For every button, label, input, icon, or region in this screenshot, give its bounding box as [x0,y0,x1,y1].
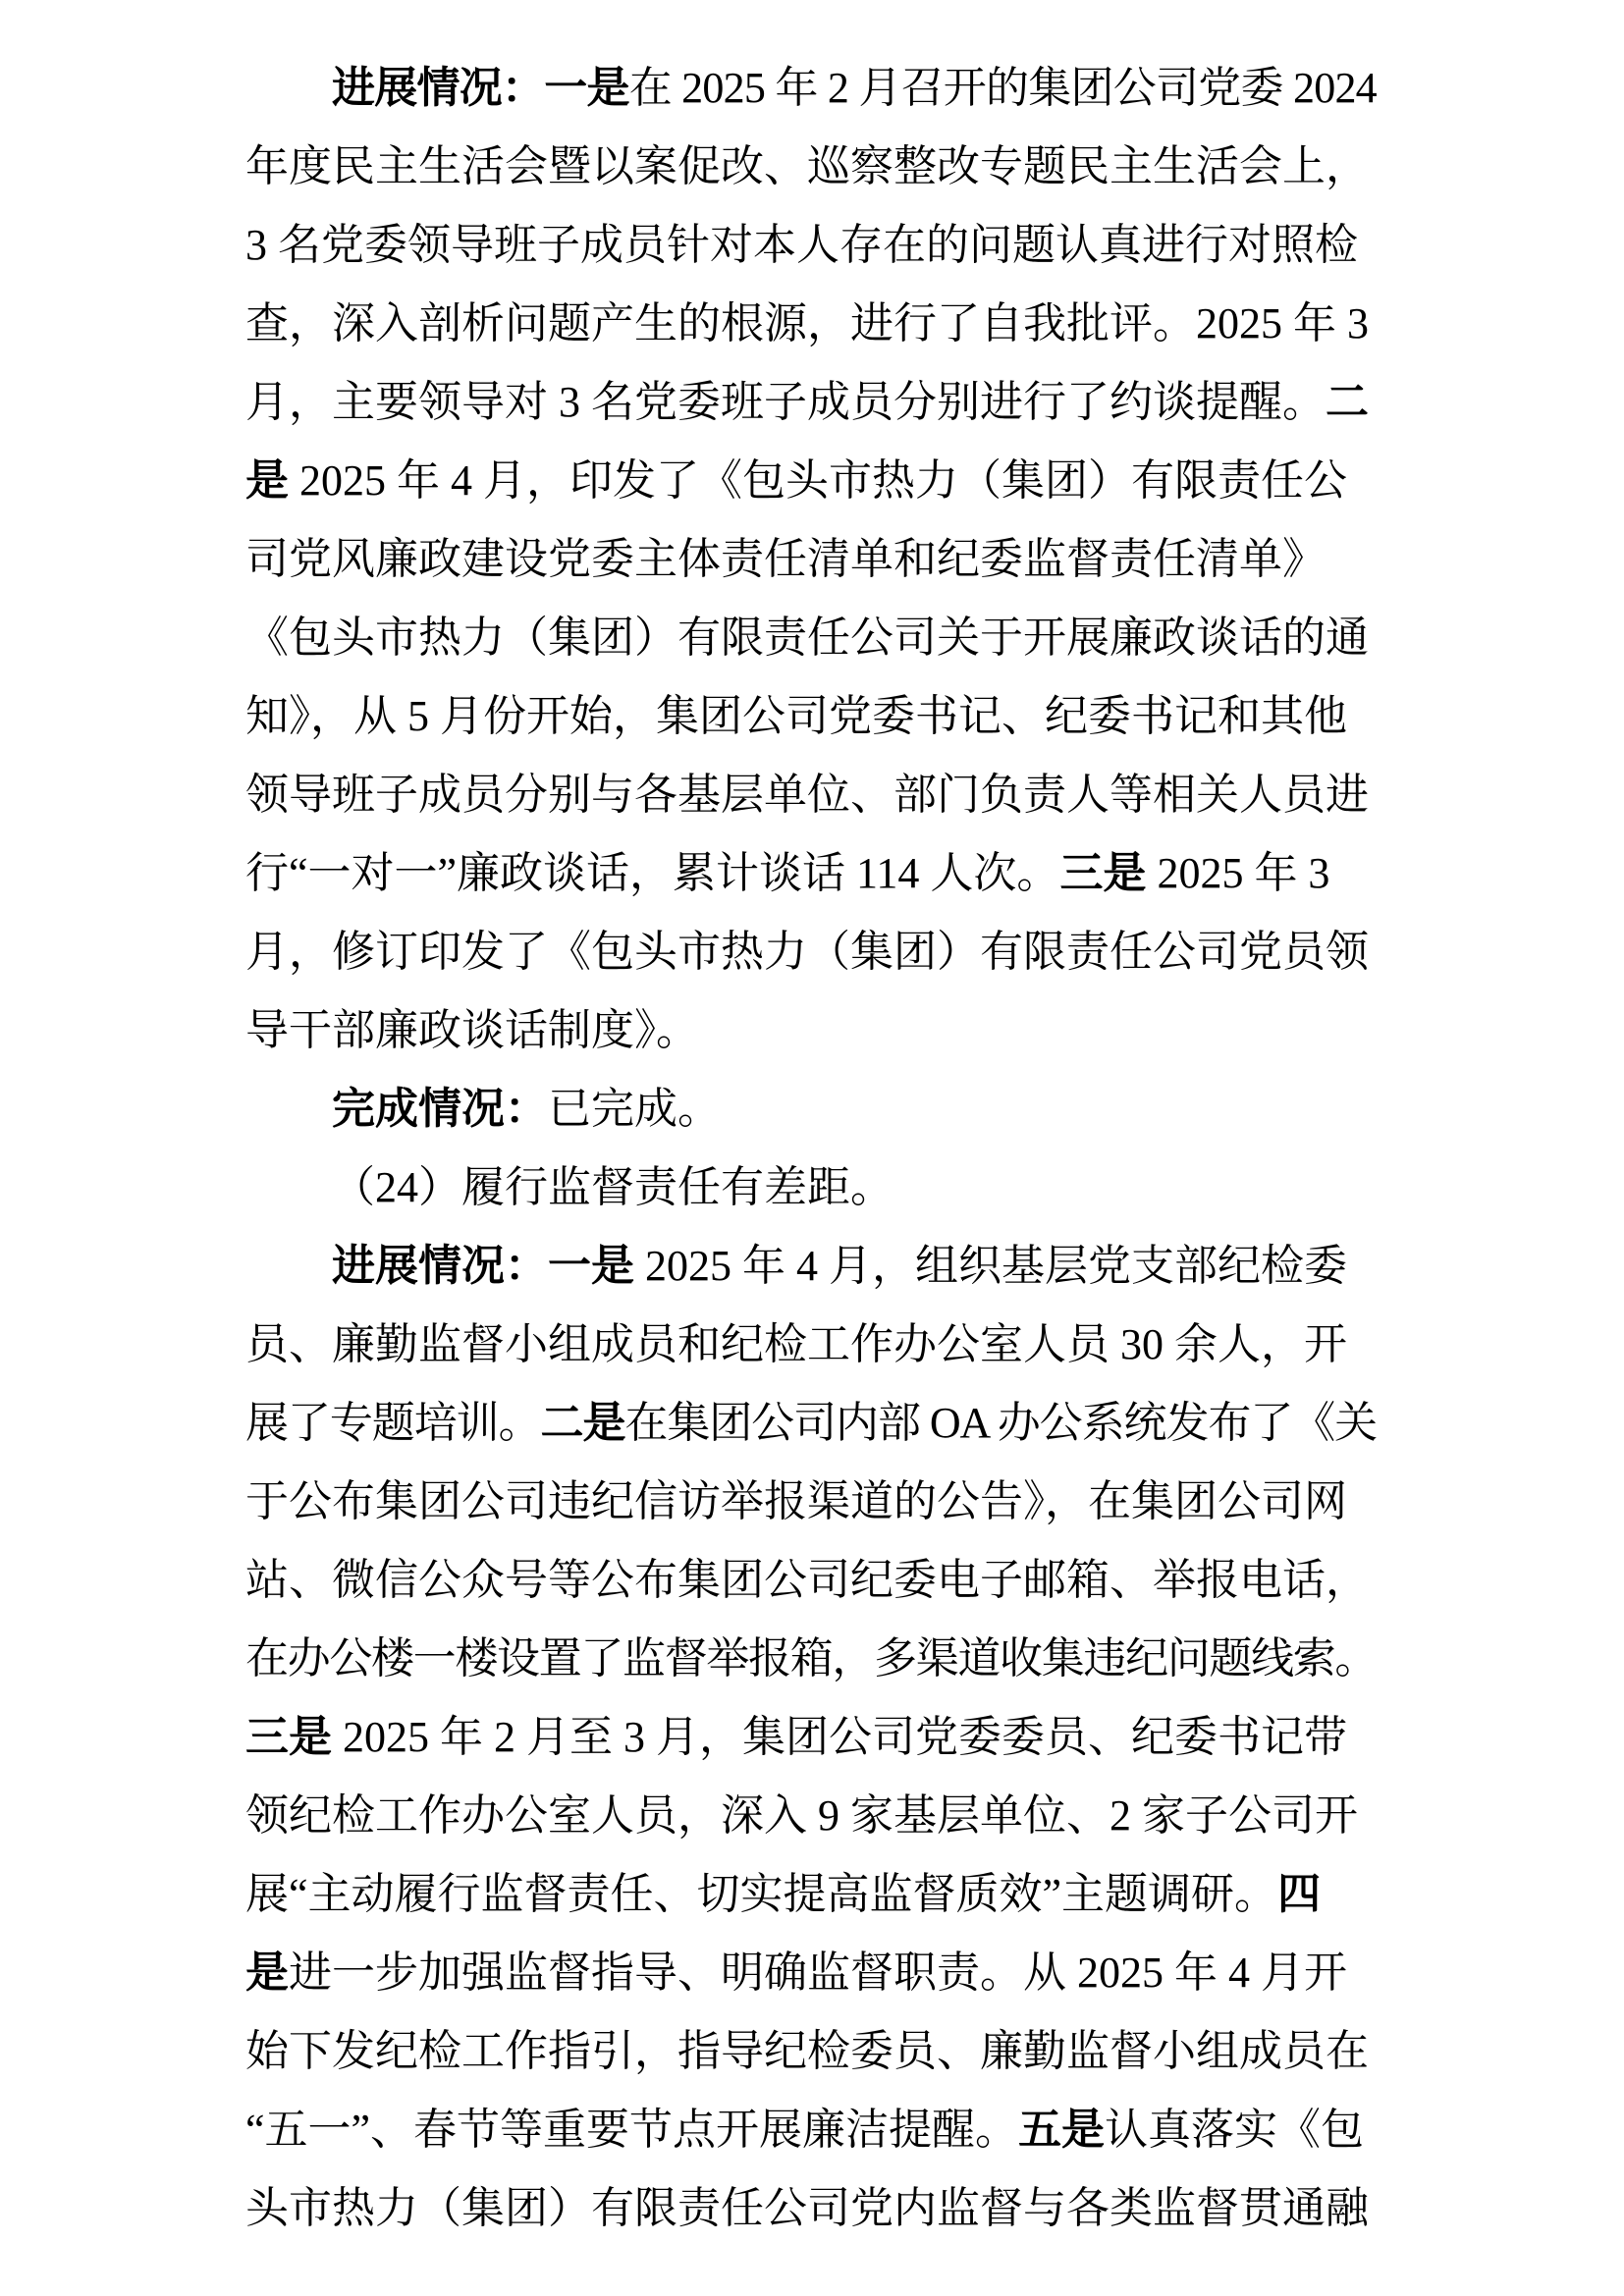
text-run: 导干部廉政谈话制度》。 [245,1006,699,1054]
text-line [245,1227,1377,1306]
text-run: 2025 年 3 [1146,849,1330,897]
text-line [245,2091,1377,2169]
text-line [245,1463,1377,1541]
text-run: 司党风廉政建设党委主体责任清单和纪委监督责任清单》 [245,535,1326,583]
text-run: 行“一对一”廉政谈话，累计谈话 114 人次。 [245,849,1060,897]
text-line [245,1934,1377,2012]
text-run: 始下发纪检工作指引，指导纪检委员、廉勤监督小组成员在 [245,2027,1369,2075]
text-line [245,991,1377,1070]
bold-text-run: 二 [1326,378,1369,426]
text-run: 员、廉勤监督小组成员和纪检工作办公室人员 30 余人，开 [245,1320,1347,1368]
text-run: 于公布集团公司违纪信访举报渠道的公告》，在集团公司网 [245,1477,1347,1525]
text-line [245,285,1377,363]
text-line [245,599,1377,677]
text-line [245,520,1377,599]
text-line [245,913,1377,991]
bold-text-run: 二是 [540,1399,625,1447]
text-line [245,1855,1377,1934]
text-run: 查，深入剖析问题产生的根源，进行了自我批评。2025 年 3 [245,299,1369,347]
text-run: 年度民主生活会暨以案促改、巡察整改专题民主生活会上， [245,142,1369,190]
text-line [245,363,1377,442]
text-line [245,1070,1377,1148]
text-run: 站、微信公众号等公布集团公司纪委电子邮箱、举报电话， [245,1556,1369,1604]
text-run: 月，主要领导对 3 名党委班子成员分别进行了约谈提醒。 [245,378,1326,426]
bold-text-run: 三是 [245,1713,332,1761]
text-run: 2025 年 4 月，组织基层党支部纪检委 [634,1242,1347,1290]
text-line [245,128,1377,206]
text-run: 领导班子成员分别与各基层单位、部门负责人等相关人员进 [245,771,1369,819]
text-run: 头市热力（集团）有限责任公司党内监督与各类监督贯通融 [245,2184,1369,2232]
text-run: 领纪检工作办公室人员，深入 9 家基层单位、2 家子公司开 [245,1791,1358,1840]
text-line [245,1306,1377,1384]
document-body [245,49,1377,2248]
bold-text-run: 四 [1277,1870,1322,1918]
text-line [245,2169,1377,2248]
text-run: 已完成。 [548,1085,721,1133]
text-line [245,206,1377,285]
text-line [245,2012,1377,2091]
text-run: 知》，从 5 月份开始，集团公司党委书记、纪委书记和其他 [245,692,1347,740]
text-line [245,677,1377,756]
bold-text-run: 进展情况：一是 [332,1242,634,1290]
text-run: （24）履行监督责任有差距。 [332,1163,893,1211]
text-line [245,756,1377,834]
text-run: 进一步加强监督指导、明确监督职责。从 2025 年 4 月开 [289,1949,1347,1997]
bold-text-run: 进展情况：一是 [332,64,629,112]
text-run: 2025 年 4 月，印发了《包头市热力（集团）有限责任公 [289,456,1347,505]
text-run: 在办公楼一楼设置了监督举报箱，多渠道收集违纪问题线索。 [245,1634,1378,1682]
text-run: 《包头市热力（集团）有限责任公司关于开展廉政谈话的通 [245,614,1369,662]
text-line [245,1541,1377,1620]
bold-text-run: 是 [245,456,289,505]
text-run: 月，修订印发了《包头市热力（集团）有限责任公司党员领 [245,928,1369,976]
text-line [245,834,1377,913]
text-run: 在 2025 年 2 月召开的集团公司党委 2024 [628,64,1377,112]
text-run: “五一”、春节等重要节点开展廉洁提醒。 [245,2106,1019,2154]
text-line [245,49,1377,128]
text-run: 在集团公司内部 OA 办公系统发布了《关 [624,1399,1378,1447]
text-line [245,1698,1377,1777]
text-line [245,442,1377,520]
bold-text-run: 是 [245,1949,289,1997]
text-run: 认真落实《包 [1105,2106,1365,2154]
text-line [245,1777,1377,1855]
text-line [245,1384,1377,1463]
text-run: 3 名党委领导班子成员针对本人存在的问题认真进行对照检 [245,221,1358,269]
bold-text-run: 五是 [1018,2106,1106,2154]
bold-text-run: 三是 [1059,849,1147,897]
text-run: 2025 年 2 月至 3 月，集团公司党委委员、纪委书记带 [332,1713,1347,1761]
text-run: 展“主动履行监督责任、切实提高监督质效”主题调研。 [245,1870,1278,1918]
text-line [245,1620,1377,1698]
text-run: 展了专题培训。 [245,1399,541,1447]
text-line [245,1148,1377,1227]
bold-text-run: 完成情况： [332,1085,548,1133]
